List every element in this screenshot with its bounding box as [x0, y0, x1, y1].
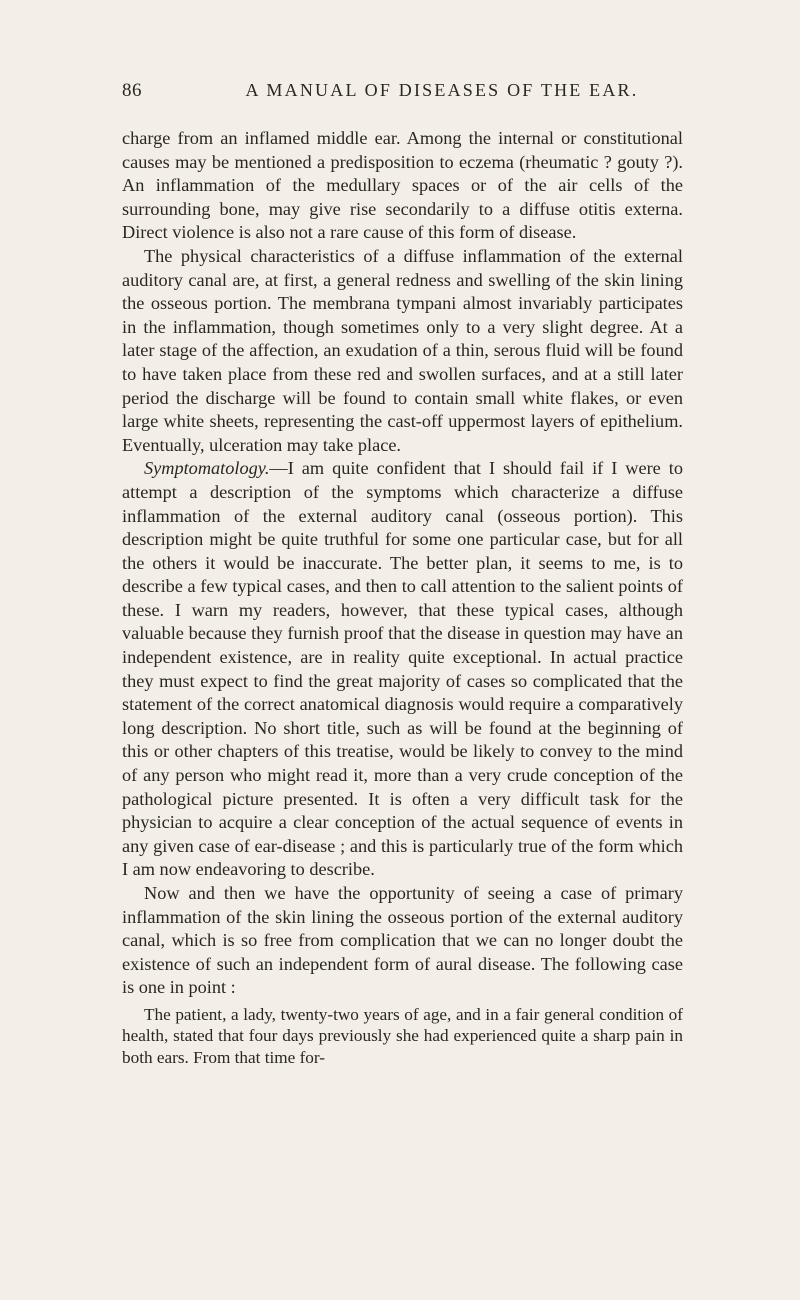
running-head: A MANUAL OF DISEASES OF THE EAR. — [245, 80, 639, 100]
page-header — [122, 80, 682, 106]
symptomatology-text: —I am quite confident that I should fail if I were to attempt a description of the symptoms which characterize a diffuse inflammation of the external auditory canal (osseous portion). This description might be quite truthful for some one particular case, but for all the others it would be inaccurate. The better plan, it seems to me, is to describe a few typical cases, and then to call attention to the salient points of these. I warn my readers, however, that these typical cases, although valuable because they furnish proof that the disease in question may have an independent existence, are in reality quite exceptional. In actual practice they must expect to find the great majority of cases so complicated that the statement of the correct anatomical diagnosis would require a comparatively long description. No short title, such as will be found at the beginning of this or other chapters of this treatise, would be likely to convey to the mind of any person who might read it, more than a very crude conception of the pathological picture presented. It is often a very difficult task for the physician to acquire a clear conception of the actual sequence of events in any given case of ear-disease ; and this is particularly true of the form which I am now endeavoring to describe. — [122, 458, 683, 880]
paragraph-case-report: The patient, a lady, twenty-two years of age, and in a fair general condition of health, stated that four days previously she had experienced quite a sharp pain in both ears. From that time for- — [122, 1004, 683, 1067]
paragraph-primary-inflammation: Now and then we have the opportunity of seeing a case of primary inflammation of the skin lining the osseous portion of the external auditory canal, which is so free from complication that we can no longer doubt the existence of such an independent form of aural disease. The following case is one in point : — [122, 883, 683, 998]
paragraph-physical-characteristics: The physical characteristics of a diffuse inflammation of the external auditory canal are, at first, a general redness and swelling of the skin lining the osseous portion. The membrana tympani almost invariably participates in the inflammation, though sometimes only to a very slight degree. At a later stage of the affection, an exudation of a thin, serous fluid will be found to have taken place from these red and swollen surfaces, and at a still later period the discharge will be found to contain small white flakes, or even large white sheets, representing the cast-off uppermost layers of epithelium. Eventually, ulceration may take place. — [122, 245, 683, 455]
paragraph-symptomatology — [122, 457, 683, 882]
page-number: 86 — [122, 80, 142, 101]
section-heading-symptomatology: Symptomatology. — [144, 458, 270, 479]
paragraph-causes: charge from an inflamed middle ear. Among the internal or constitutional causes may be mentioned a predisposition to eczema (rheumatic ? gouty ?). An inflammation of the medullary spaces or of the air cells of the surrounding bone, may give rise secondarily to a diffuse otitis externa. Direct violence is also not a rare cause of this form of disease. — [122, 128, 683, 243]
body-text — [122, 127, 683, 1068]
